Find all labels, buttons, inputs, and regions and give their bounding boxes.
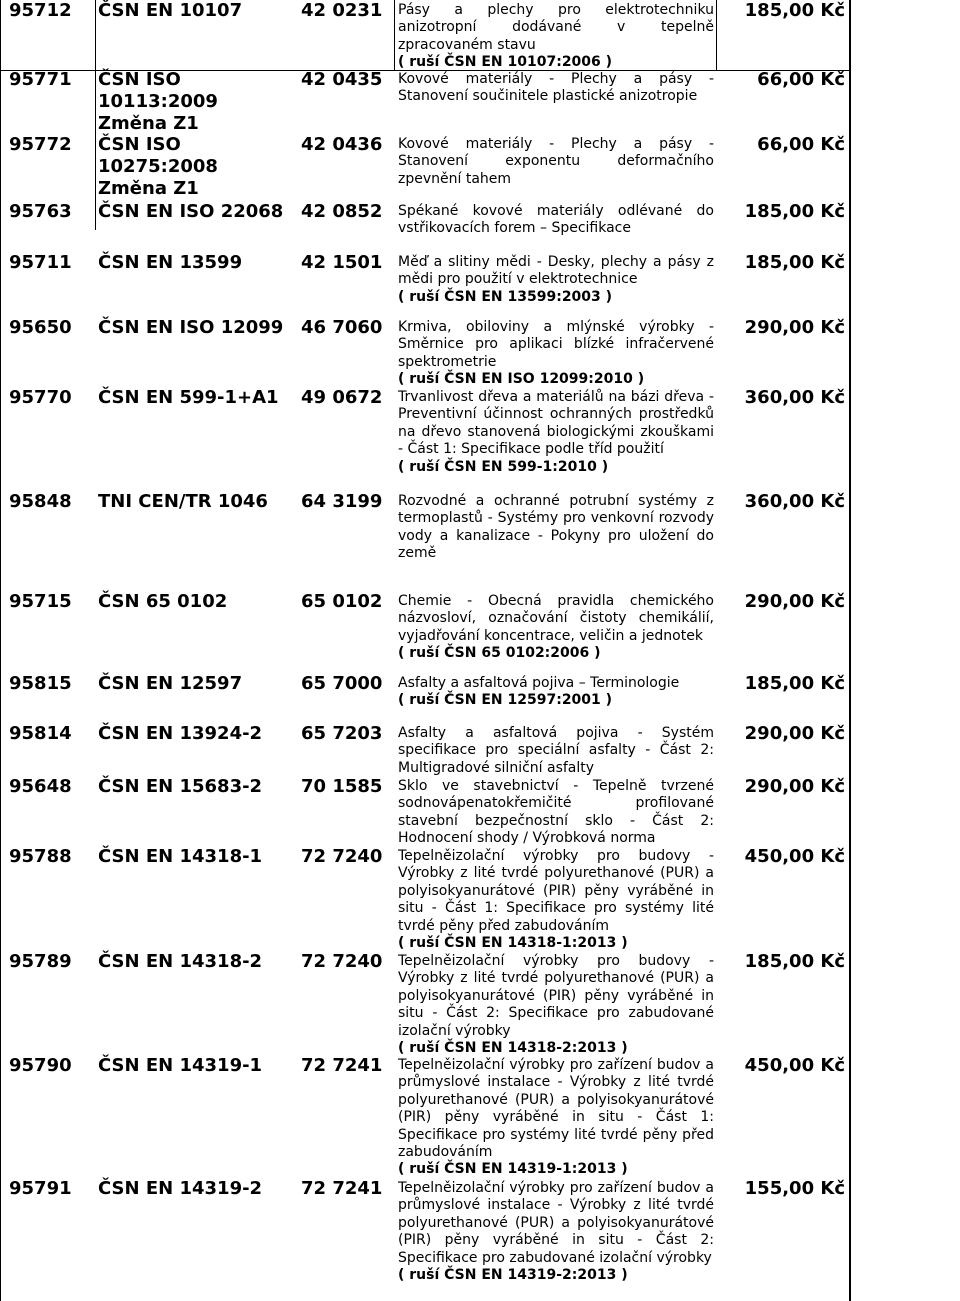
table-border-left xyxy=(0,0,1,1301)
title-text: Asfalty a asfaltová pojiva – Terminologie xyxy=(398,675,680,691)
standard-designation xyxy=(98,776,298,798)
designation-line: ČSN EN 13924-2 xyxy=(98,723,263,744)
price: 185,00 Kč xyxy=(744,0,845,21)
designation-line: ČSN EN 10107 xyxy=(98,0,243,21)
standard-title xyxy=(398,1057,714,1179)
designation-line: ČSN ISO xyxy=(98,134,181,155)
designation-line: ČSN EN 14319-2 xyxy=(98,1178,263,1199)
designation-line: 10275:2008 xyxy=(98,156,218,177)
title-text: Tepelněizolační výrobky pro zařízení budov a průmyslové instalace - Výrobky z lité tvrdé polyurethanové (PUR) a polyisokyanurátové (PIR) pěny vyráběné in situ - Část 2: Specifikace pro zabudované izolační výrobky xyxy=(398,1180,714,1266)
standard-designation xyxy=(98,69,298,135)
designation-line: ČSN EN 599-1+A1 xyxy=(98,387,279,408)
catalog-number: 95772 xyxy=(9,134,72,155)
classification-code: 65 0102 xyxy=(301,591,383,612)
catalog-number: 95763 xyxy=(9,201,72,222)
standard-designation xyxy=(98,201,298,223)
classification-code: 72 7241 xyxy=(301,1178,383,1199)
standard-title xyxy=(398,203,714,238)
catalog-number: 95791 xyxy=(9,1178,72,1199)
price: 185,00 Kč xyxy=(744,673,845,694)
catalog-number: 95848 xyxy=(9,491,72,512)
replaces-note: ( ruší ČSN EN 14318-1:2013 ) xyxy=(398,935,628,952)
standard-designation xyxy=(98,591,298,613)
standard-designation xyxy=(98,252,298,274)
title-text: Trvanlivost dřeva a materiálů na bázi dřeva - Preventivní účinnost ochranných prostředků na dřevo stanovená biologickými zkouškami - Část 1: Specifikace podle tříd použití xyxy=(398,389,714,458)
designation-line: ČSN EN ISO 12099 xyxy=(98,317,284,338)
catalog-number: 95814 xyxy=(9,723,72,744)
column-divider-2 xyxy=(394,0,395,70)
standard-designation xyxy=(98,491,298,513)
designation-line: Změna Z1 xyxy=(98,113,199,134)
catalog-number: 95650 xyxy=(9,317,72,338)
catalog-number: 95789 xyxy=(9,951,72,972)
classification-code: 46 7060 xyxy=(301,317,383,338)
classification-code: 42 0852 xyxy=(301,201,383,222)
title-text: Kovové materiály - Plechy a pásy - Stanovení exponentu deformačního zpevnění tahem xyxy=(398,136,714,187)
classification-code: 72 7240 xyxy=(301,846,383,867)
catalog-number: 95771 xyxy=(9,69,72,90)
price: 185,00 Kč xyxy=(744,951,845,972)
price: 450,00 Kč xyxy=(744,846,845,867)
title-text: Sklo ve stavebnictví - Tepelně tvrzené sodnovápenatokřemičité profilované stavební bezpečnostní sklo - Část 2: Hodnocení shody / Výrobková norma xyxy=(398,778,714,847)
title-text: Měď a slitiny mědi - Desky, plechy a pásy z mědi pro použití v elektrotechnice xyxy=(398,254,714,288)
standard-designation xyxy=(98,134,298,200)
price: 360,00 Kč xyxy=(744,387,845,408)
replaces-note: ( ruší ČSN 65 0102:2006 ) xyxy=(398,645,601,662)
designation-line: Změna Z1 xyxy=(98,178,199,199)
classification-code: 65 7203 xyxy=(301,723,383,744)
standard-title xyxy=(398,675,714,710)
classification-code: 72 7241 xyxy=(301,1055,383,1076)
classification-code: 72 7240 xyxy=(301,951,383,972)
standard-designation xyxy=(98,0,298,22)
catalog-number: 95815 xyxy=(9,673,72,694)
standard-designation xyxy=(98,723,298,745)
catalog-number: 95648 xyxy=(9,776,72,797)
designation-line: 10113:2009 xyxy=(98,91,218,112)
catalog-number: 95715 xyxy=(9,591,72,612)
standard-title xyxy=(398,953,714,1057)
designation-line: ČSN EN 13599 xyxy=(98,252,243,273)
catalog-number: 95711 xyxy=(9,252,72,273)
price: 290,00 Kč xyxy=(744,776,845,797)
standard-title xyxy=(398,848,714,952)
standard-designation xyxy=(98,387,298,409)
designation-line: ČSN EN 14318-1 xyxy=(98,846,263,867)
replaces-note: ( ruší ČSN EN 14319-2:2013 ) xyxy=(398,1267,628,1284)
standard-designation xyxy=(98,951,298,973)
designation-line: ČSN ISO xyxy=(98,69,181,90)
standard-designation xyxy=(98,1055,298,1077)
replaces-note: ( ruší ČSN EN 14318-2:2013 ) xyxy=(398,1040,628,1057)
table-border-right xyxy=(849,0,851,1301)
classification-code: 70 1585 xyxy=(301,776,383,797)
standard-designation xyxy=(98,1178,298,1200)
standard-title xyxy=(398,2,714,72)
standard-title xyxy=(398,493,714,563)
title-text: Pásy a plechy pro elektrotechniku anizotropní dodávané v tepelně zpracovaném stavu xyxy=(398,2,714,53)
column-divider-1 xyxy=(95,0,96,230)
standard-title xyxy=(398,593,714,663)
price: 155,00 Kč xyxy=(744,1178,845,1199)
title-text: Tepelněizolační výrobky pro budovy - Výrobky z lité tvrdé polyurethanové (PUR) a polyisokyanurátové (PIR) pěny vyráběné in situ - Část 1: Specifikace pro systémy lité tvrdé pěny před zabudováním xyxy=(398,848,714,934)
price: 290,00 Kč xyxy=(744,317,845,338)
title-text: Chemie - Obecná pravidla chemického názvosloví, označování čistoty chemikálií, vyjadřování koncentrace, veličin a jednotek xyxy=(398,593,714,644)
standard-designation xyxy=(98,673,298,695)
classification-code: 49 0672 xyxy=(301,387,383,408)
catalog-number: 95770 xyxy=(9,387,72,408)
classification-code: 65 7000 xyxy=(301,673,383,694)
designation-line: ČSN EN ISO 22068 xyxy=(98,201,284,222)
catalog-number: 95788 xyxy=(9,846,72,867)
replaces-note: ( ruší ČSN EN 13599:2003 ) xyxy=(398,288,613,305)
designation-line: ČSN EN 14318-2 xyxy=(98,951,263,972)
replaces-note: ( ruší ČSN EN ISO 12099:2010 ) xyxy=(398,371,645,388)
title-text: Tepelněizolační výrobky pro zařízení budov a průmyslové instalace - Výrobky z lité tvrdé polyurethanové (PUR) a polyisokyanurátové (PIR) pěny vyráběné in situ - Část 1: Specifikace pro systémy lité tvrdé pěny před zabudováním xyxy=(398,1057,714,1161)
title-text: Spékané kovové materiály odlévané do vstřikovacích forem – Specifikace xyxy=(398,203,714,237)
catalog-number: 95790 xyxy=(9,1055,72,1076)
title-text: Asfalty a asfaltová pojiva - Systém specifikace pro speciální asfalty - Část 2: Multigradové silniční asfalty xyxy=(398,725,714,776)
title-text: Kovové materiály - Plechy a pásy - Stanovení součinitele plastické anizotropie xyxy=(398,71,714,105)
price: 66,00 Kč xyxy=(757,134,845,155)
standard-title xyxy=(398,71,714,106)
designation-line: TNI CEN/TR 1046 xyxy=(98,491,268,512)
price: 360,00 Kč xyxy=(744,491,845,512)
designation-line: ČSN EN 15683-2 xyxy=(98,776,263,797)
price: 185,00 Kč xyxy=(744,252,845,273)
standard-title xyxy=(398,389,714,476)
catalog-number: 95712 xyxy=(9,0,72,21)
replaces-note: ( ruší ČSN EN 12597:2001 ) xyxy=(398,692,613,709)
replaces-note: ( ruší ČSN EN 599-1:2010 ) xyxy=(398,458,609,475)
price: 66,00 Kč xyxy=(757,69,845,90)
standard-designation xyxy=(98,846,298,868)
replaces-note: ( ruší ČSN EN 14319-1:2013 ) xyxy=(398,1161,628,1178)
standard-title xyxy=(398,319,714,389)
standard-title xyxy=(398,1180,714,1284)
title-text: Tepelněizolační výrobky pro budovy - Výrobky z lité tvrdé polyurethanové (PUR) a polyisokyanurátové (PIR) pěny vyráběné in situ - Část 2: Specifikace pro zabudované izolační výrobky xyxy=(398,953,714,1039)
price: 450,00 Kč xyxy=(744,1055,845,1076)
classification-code: 64 3199 xyxy=(301,491,383,512)
classification-code: 42 0436 xyxy=(301,134,383,155)
price: 290,00 Kč xyxy=(744,723,845,744)
standard-designation xyxy=(98,317,298,339)
classification-code: 42 0231 xyxy=(301,0,383,21)
title-text: Rozvodné a ochranné potrubní systémy z termoplastů - Systémy pro venkovní rozvody vody a kanalizace - Pokyny pro uložení do země xyxy=(398,493,714,562)
standard-title xyxy=(398,725,714,777)
classification-code: 42 0435 xyxy=(301,69,383,90)
price: 185,00 Kč xyxy=(744,201,845,222)
classification-code: 42 1501 xyxy=(301,252,383,273)
designation-line: ČSN EN 12597 xyxy=(98,673,243,694)
title-text: Krmiva, obiloviny a mlýnské výrobky - Směrnice pro aplikaci blízké infračervené spektrometrie xyxy=(398,319,714,370)
standard-title xyxy=(398,136,714,188)
price: 290,00 Kč xyxy=(744,591,845,612)
standard-title xyxy=(398,254,714,306)
standard-title xyxy=(398,778,714,848)
designation-line: ČSN EN 14319-1 xyxy=(98,1055,263,1076)
designation-line: ČSN 65 0102 xyxy=(98,591,228,612)
replaces-note: ( ruší ČSN EN 10107:2006 ) xyxy=(398,54,613,71)
